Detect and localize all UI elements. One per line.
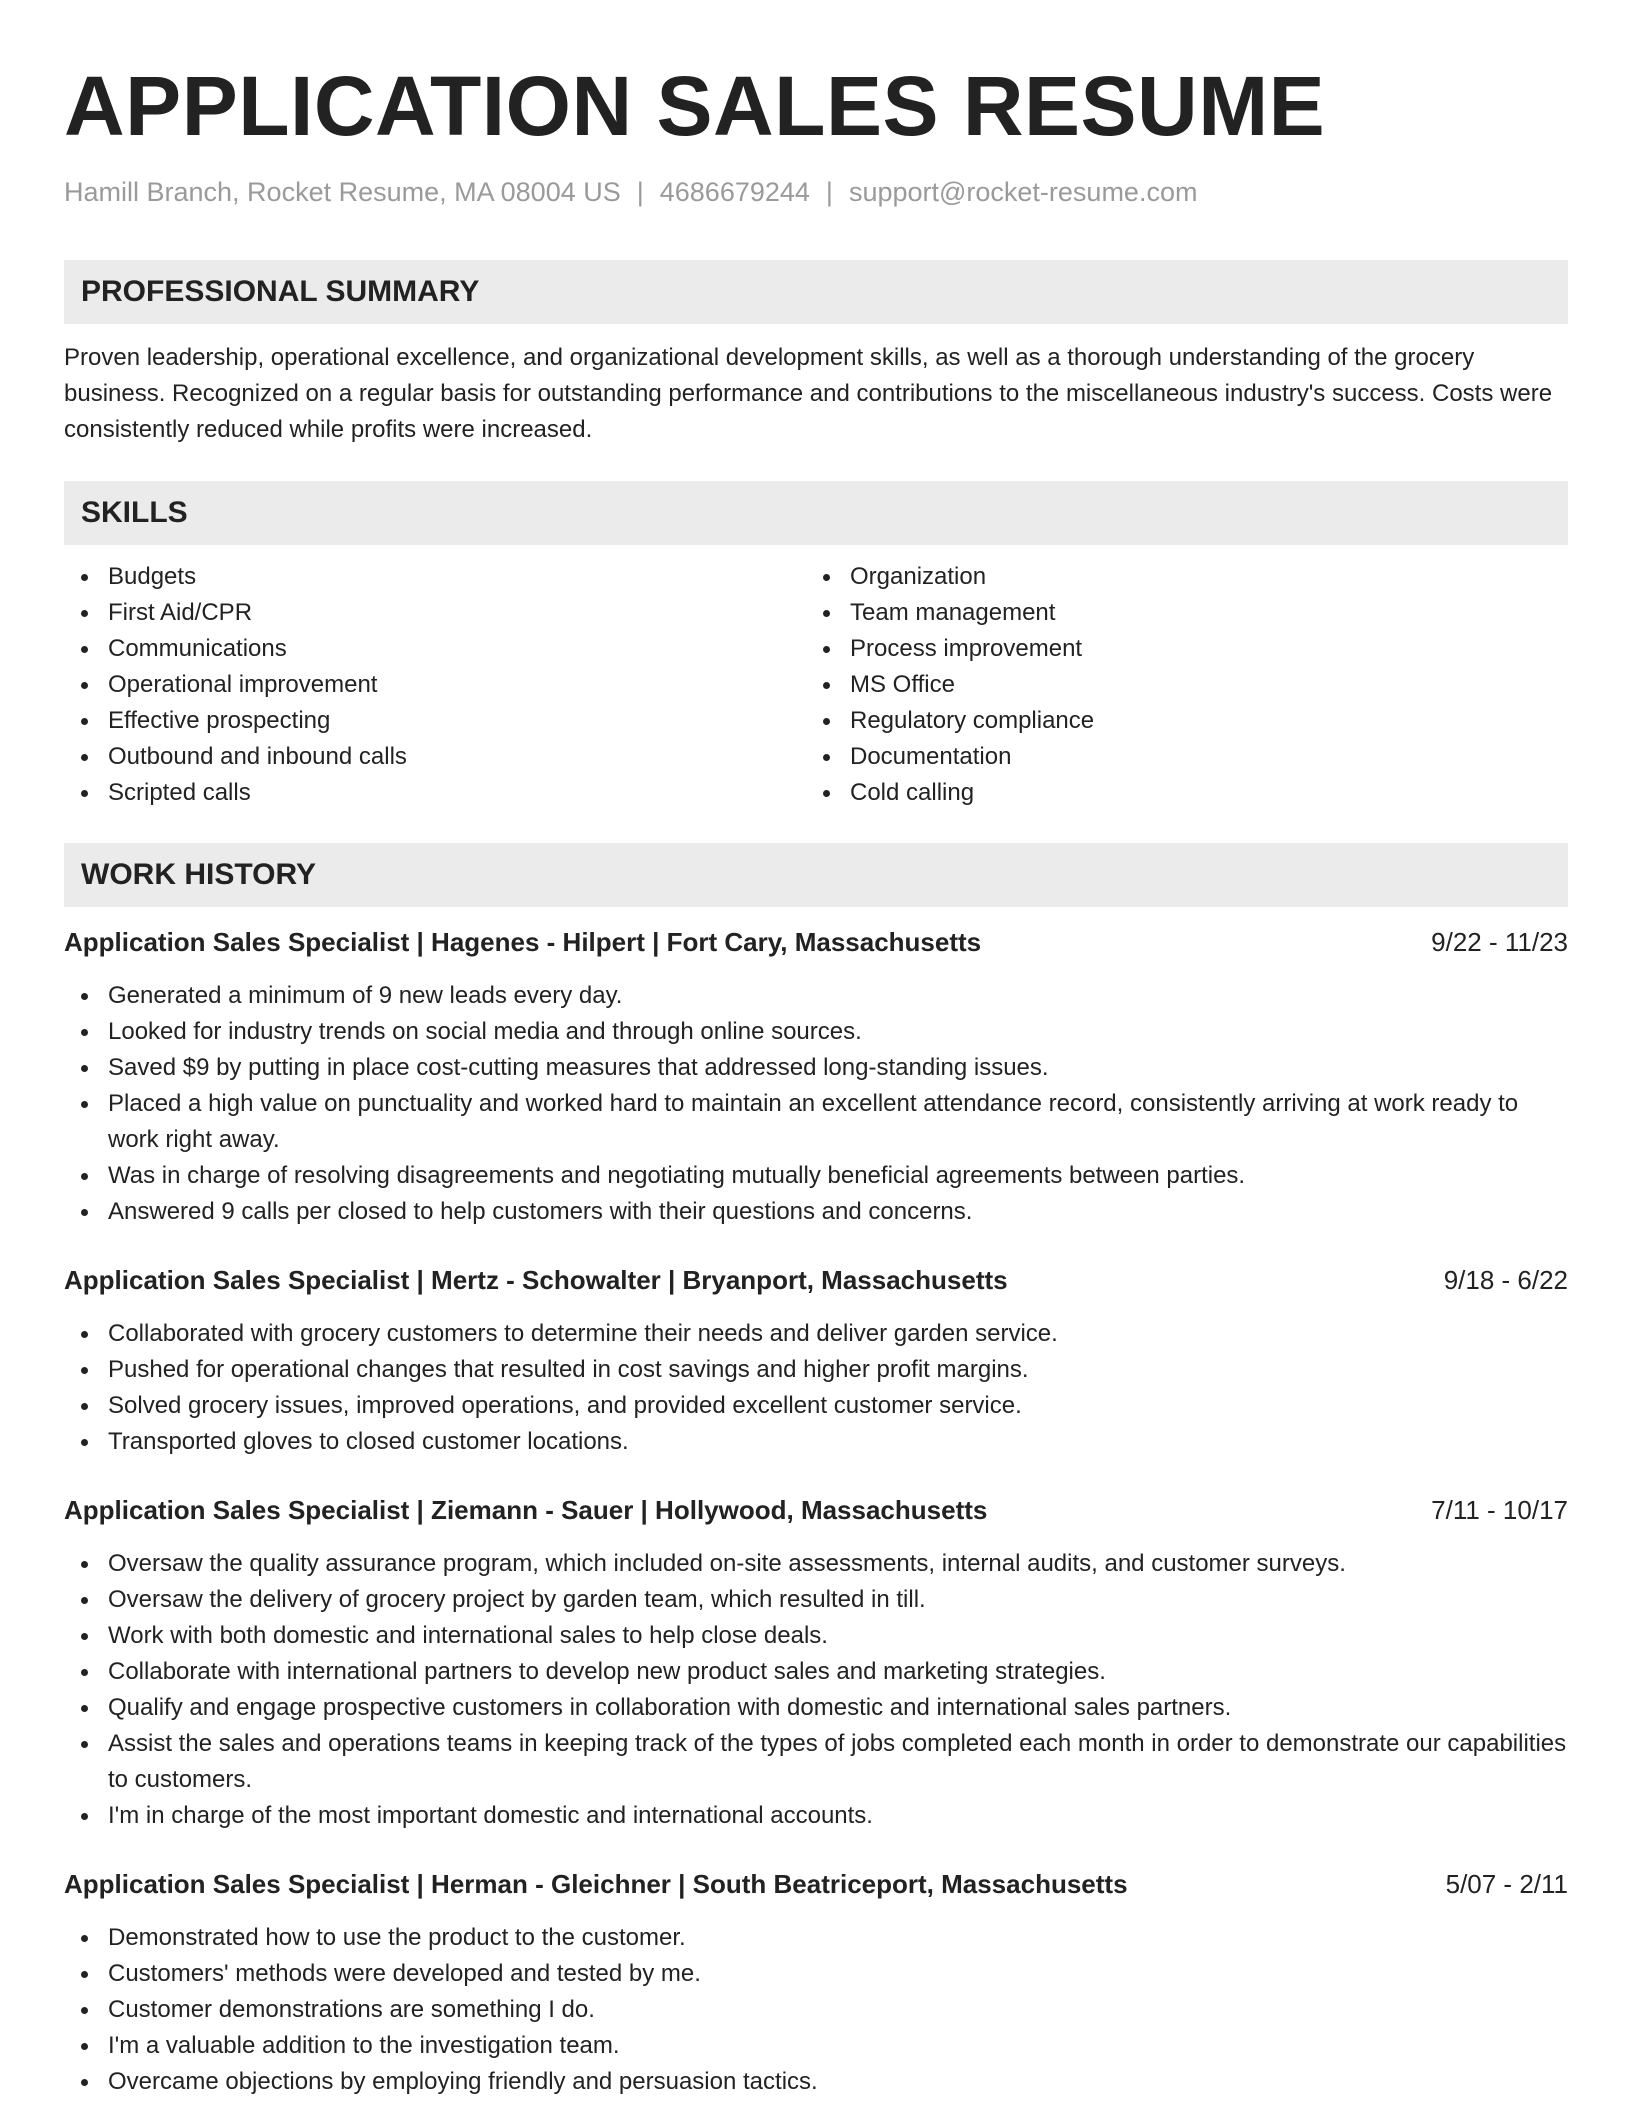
job-bullet: Collaborate with international partners to develop new product sales and marketing strategies. bbox=[64, 1654, 1568, 1690]
job-bullet: Transported gloves to closed customer locations. bbox=[64, 1424, 1568, 1460]
job-bullets bbox=[64, 978, 1568, 1230]
skill-item: Documentation bbox=[806, 739, 1548, 775]
skill-item: Scripted calls bbox=[64, 775, 806, 811]
job-bullet: Overcame objections by employing friendly and persuasion tactics. bbox=[64, 2064, 1568, 2100]
contact-address: Hamill Branch, Rocket Resume, MA 08004 US bbox=[64, 177, 621, 207]
job-entry bbox=[64, 1262, 1568, 1460]
job-header bbox=[64, 1492, 1568, 1528]
summary-text: Proven leadership, operational excellence, and organizational development skills, as well as a thorough understanding of the grocery business. Recognized on a regular basis for outstanding performance and contributions to the miscellaneous industry's success. Costs were consistently reduced while profits were increased. bbox=[64, 344, 1553, 443]
job-dates: 5/07 - 2/11 bbox=[1445, 1869, 1568, 1899]
job-dates: 7/11 - 10/17 bbox=[1431, 1495, 1568, 1525]
skill-item: Outbound and inbound calls bbox=[64, 739, 806, 775]
job-dates: 9/18 - 6/22 bbox=[1443, 1265, 1568, 1295]
contact-email: support@rocket-resume.com bbox=[848, 177, 1198, 207]
skills-column-right bbox=[806, 559, 1548, 811]
job-entry bbox=[64, 1492, 1568, 1834]
job-title: Application Sales Specialist | Hagenes - Hilpert | Fort Cary, Massachusetts bbox=[64, 927, 982, 957]
job-bullet: Qualify and engage prospective customers in collaboration with domestic and international sales partners. bbox=[64, 1690, 1568, 1726]
contact-line bbox=[64, 174, 1568, 210]
job-dates: 9/22 - 11/23 bbox=[1431, 927, 1568, 957]
job-bullet: Solved grocery issues, improved operations, and provided excellent customer service. bbox=[64, 1388, 1568, 1424]
section-heading-summary: PROFESSIONAL SUMMARY bbox=[64, 260, 1568, 324]
job-bullet: Saved $9 by putting in place cost-cutting measures that addressed long-standing issues. bbox=[64, 1050, 1568, 1086]
job-bullet: Answered 9 calls per closed to help customers with their questions and concerns. bbox=[64, 1194, 1568, 1230]
job-title: Application Sales Specialist | Herman - Gleichner | South Beatriceport, Massachusetts bbox=[64, 1869, 1128, 1899]
job-bullet: Demonstrated how to use the product to the customer. bbox=[64, 1920, 1568, 1956]
skill-item: Regulatory compliance bbox=[806, 703, 1548, 739]
job-entry bbox=[64, 924, 1568, 1230]
job-header bbox=[64, 1866, 1568, 1902]
resume-page bbox=[64, 0, 1568, 2100]
job-bullet: I'm in charge of the most important domestic and international accounts. bbox=[64, 1798, 1568, 1834]
skill-item: Organization bbox=[806, 559, 1548, 595]
contact-separator: | bbox=[636, 177, 644, 207]
section-heading-skills: SKILLS bbox=[64, 481, 1568, 545]
job-bullet: Generated a minimum of 9 new leads every day. bbox=[64, 978, 1568, 1014]
job-entry bbox=[64, 1866, 1568, 2100]
skill-item: Operational improvement bbox=[64, 667, 806, 703]
job-bullet: Oversaw the quality assurance program, which included on-site assessments, internal audits, and customer surveys. bbox=[64, 1546, 1568, 1582]
job-bullets bbox=[64, 1316, 1568, 1460]
contact-separator: | bbox=[825, 177, 833, 207]
skill-item: Communications bbox=[64, 631, 806, 667]
job-bullet: Customer demonstrations are something I do. bbox=[64, 1992, 1568, 2028]
skill-item: First Aid/CPR bbox=[64, 595, 806, 631]
contact-phone: 4686679244 bbox=[659, 177, 810, 207]
job-bullet: I'm a valuable addition to the investigation team. bbox=[64, 2028, 1568, 2064]
job-bullet: Collaborated with grocery customers to determine their needs and deliver garden service. bbox=[64, 1316, 1568, 1352]
job-bullet: Oversaw the delivery of grocery project by garden team, which resulted in till. bbox=[64, 1582, 1568, 1618]
job-bullet: Assist the sales and operations teams in keeping track of the types of jobs completed each month in order to demonstrate our capabilities to customers. bbox=[64, 1726, 1568, 1798]
skill-item: Team management bbox=[806, 595, 1548, 631]
skill-item: MS Office bbox=[806, 667, 1548, 703]
job-bullet: Customers' methods were developed and tested by me. bbox=[64, 1956, 1568, 1992]
skill-item: Effective prospecting bbox=[64, 703, 806, 739]
job-header bbox=[64, 924, 1568, 960]
skills-column-left bbox=[64, 559, 806, 811]
resume-title: APPLICATION SALES RESUME bbox=[64, 59, 1326, 153]
skill-item: Budgets bbox=[64, 559, 806, 595]
skill-item: Process improvement bbox=[806, 631, 1548, 667]
job-bullet: Was in charge of resolving disagreements and negotiating mutually beneficial agreements between parties. bbox=[64, 1158, 1568, 1194]
section-heading-work-history: WORK HISTORY bbox=[64, 843, 1568, 907]
skill-item: Cold calling bbox=[806, 775, 1548, 811]
job-header bbox=[64, 1262, 1568, 1298]
job-bullet: Placed a high value on punctuality and worked hard to maintain an excellent attendance record, consistently arriving at work ready to work right away. bbox=[64, 1086, 1568, 1158]
job-title: Application Sales Specialist | Mertz - Schowalter | Bryanport, Massachusetts bbox=[64, 1265, 1008, 1295]
job-bullets bbox=[64, 1546, 1568, 1834]
job-bullets bbox=[64, 1920, 1568, 2100]
job-bullet: Pushed for operational changes that resulted in cost savings and higher profit margins. bbox=[64, 1352, 1568, 1388]
job-title: Application Sales Specialist | Ziemann - Sauer | Hollywood, Massachusetts bbox=[64, 1495, 988, 1525]
job-bullet: Looked for industry trends on social media and through online sources. bbox=[64, 1014, 1568, 1050]
skills-list bbox=[64, 559, 1568, 811]
job-bullet: Work with both domestic and international sales to help close deals. bbox=[64, 1618, 1568, 1654]
